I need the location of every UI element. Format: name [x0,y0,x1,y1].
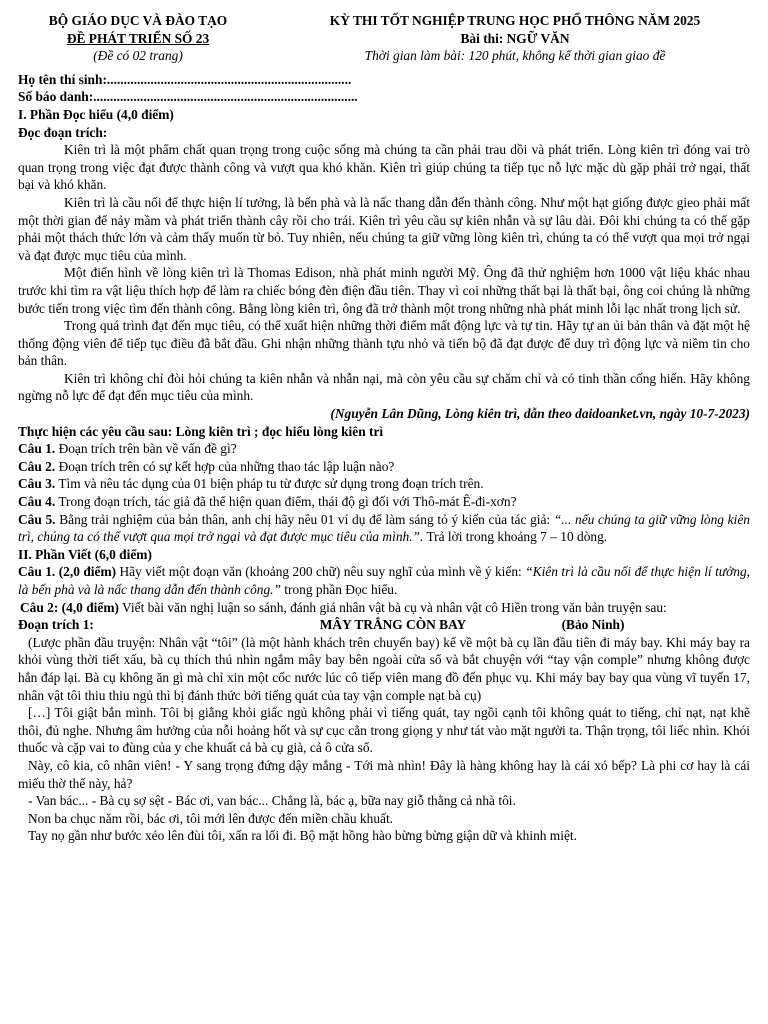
candidate-id-line: Số báo danh:............................................................................... [18,89,358,105]
question-4-label: Câu 4. [18,494,56,510]
header-right [280,12,750,65]
writing-question-1-quote: “Kiên trì là cầu nối để thực hiện lí tưởng, là bến phà và là nấc thang dẫn đến thành công.” [18,564,750,597]
reading-paragraph-4: Trong quá trình đạt đến mục tiêu, có thể xuất hiện những thời điểm mất động lực và tự tin. Hãy tự an ủi bản thân và đặt một hệ thống động viên để tiếp tục điều đã bắt đầu. Ghi nhận những thành tựu nhỏ và tiến bộ đã đạt được để duy trì động lực và niềm tin cho bản thân. [18,318,750,369]
story-paragraph-4: - Van bác... - Bà cụ sợ sệt - Bác ơi, van bác... Chẳng là, bác ạ, bữa nay giỗ thằng cả nhà tôi. [28,793,516,809]
question-2-text: Đoạn trích trên có sự kết hợp của những thao tác lập luận nào? [55,458,395,474]
writing-question-1-tail: trong phần Đọc hiểu. [280,582,398,597]
question-5-text: Bằng trải nghiệm của bản thân, anh chị hãy nêu 01 ví dụ để làm sáng tỏ ý kiến của tác giả: [55,511,554,527]
reading-paragraph-2: Kiên trì là cầu nối để thực hiện lí tưởng, là bến phà và là nấc thang dẫn đến thành công. Như một hạt giống được gieo phải mất một thời gian để nảy mầm và phát triển thành cây rồi cho trái. Kiên trì yêu cầu sự kiên nhẫn và sự lâu dài. Đôi khi chúng ta có thể gặp phải một thách thức lớn và cảm thấy muốn từ bỏ. Tuy nhiên, nếu chúng ta giữ vững lòng kiên trì, chúng ta có thể vượt qua mọi trở ngại và đạt được mục tiêu của mình. [18,194,750,263]
question-5-quote: “... nếu chúng ta giữ vững lòng kiên trì, chúng ta có thể vượt qua mọi trở ngại và đạt được mục tiêu của mình.”. [18,511,750,545]
question-4-text: Trong đoạn trích, tác giả đã thể hiện quan điểm, thái độ gì đối với Thô-mát Ê-đi-xơn? [55,494,517,510]
header-left [18,12,258,65]
pages-note: (Đề có 02 trang) [93,48,183,64]
reading-paragraph-1: Kiên trì là một phẩm chất quan trọng trong cuộc sống mà chúng ta cần phải trau dồi và phát triển. Lòng kiên trì đóng vai trò quan trọng trong việc đạt được thành công và vượt qua khó khăn. Kiên trì giúp chúng ta tiếp tục nỗ lực mặc dù gặp phải trở ngại, thất bại và khó khăn. [18,142,750,193]
writing-question-1-label: Câu 1. (2,0 điểm) [18,564,117,580]
excerpt-heading [18,616,750,634]
excerpt-author: (Bảo Ninh) [561,617,625,633]
exam-header [18,12,750,65]
writing-question-2-text: Viết bài văn nghị luận so sánh, đánh giá nhân vật bà cụ và nhân vật cô Hiền trong văn bản truyện sau: [118,599,667,615]
time-note: Thời gian làm bài: 120 phút, không kể thời gian giao đề [364,48,666,64]
reading-label: Đọc đoạn trích: [18,124,108,140]
story-paragraph-6: Tay nọ gần như bước xéo lên đùi tôi, xấn ra lối đi. Bộ mặt hồng hào bừng bừng giận dữ và khinh miệt. [28,828,577,844]
writing-question-2 [18,599,750,617]
reading-paragraph-5: Kiên trì không chỉ đòi hỏi chúng ta kiên nhẫn và nhẫn nại, mà còn yêu cầu sự chăm chỉ và có tinh thần cống hiến. Hãy không ngừng nỗ lực để đạt đến mục tiêu của mình. [18,370,750,404]
excerpt-label: Đoạn trích 1: [18,617,94,633]
part2-title: II. Phần Viết (6,0 điểm) [18,546,152,562]
story-paragraph-3: Này, cô kia, cô nhân viên! - Y sang trọng đứng dậy mắng - Tới mà nhìn! Đây là hàng không hay là cái xó bếp? Là phi cơ hay là cái miếu thờ thế này, hả? [18,757,750,791]
exam-title: KỲ THI TỐT NGHIỆP TRUNG HỌC PHỔ THÔNG NĂM 2025 [329,13,701,28]
question-3-label: Câu 3. [18,476,56,492]
question-5-tail: Trả lời trong khoảng 7 – 10 dòng. [423,529,608,545]
exam-code: ĐỀ PHÁT TRIỂN SỐ 23 [66,30,210,46]
question-1 [18,440,750,458]
writing-question-1-text: Hãy viết một đoạn văn (khoảng 200 chữ) nêu suy nghĩ của mình về ý kiến: [116,564,526,580]
task-heading: Thực hiện các yêu cầu sau: Lòng kiên trì ; đọc hiểu lòng kiên trì [18,423,384,439]
reading-source: (Nguyễn Lân Dũng, Lòng kiên trì, dẫn theo daidoanket.vn, ngày 10-7-2023) [330,406,750,422]
ministry-name: BỘ GIÁO DỤC VÀ ĐÀO TẠO [48,13,228,28]
writing-question-1 [18,563,750,598]
question-1-label: Câu 1. [18,441,56,457]
question-3-text: Tìm và nêu tác dụng của 01 biện pháp tu từ được sử dụng trong đoạn trích trên. [55,476,484,492]
question-1-text: Đoạn trích trên bàn về vấn đề gì? [55,441,237,457]
exam-subject: Bài thi: NGỮ VĂN [460,30,570,46]
candidate-name-line: Họ tên thí sinh:......................................................................... [18,71,352,87]
reading-paragraph-3: Một điển hình về lòng kiên trì là Thomas Edison, nhà phát minh người Mỹ. Ông đã thử nghiệm hơn 1000 vật liệu khác nhau trước khi tìm ra vật liệu thích hợp để làm ra chiếc bóng đèn điện đầu tiên. Thay vì coi những thất bại là thất bại, ông coi chúng là những bước tiến trong việc tìm đến thành công. Bằng lòng kiên trì, ông đã trở thành một trong những nhà phát minh lỗi lạc nhất trong lịch sử. [18,265,750,316]
question-2 [18,458,750,476]
part1-title: I. Phần Đọc hiểu (4,0 điểm) [18,106,174,122]
question-3 [18,475,750,493]
question-5-label: Câu 5. [18,511,56,527]
excerpt-title: MÂY TRẮNG CÒN BAY [319,617,467,633]
exam-page [18,12,750,845]
story-paragraph-2: […] Tôi giật bắn mình. Tôi bị giằng khỏi giấc ngủ không phải vì tiếng quát, tay ngồi cạnh tôi không quát to tiếng, chỉ nạt, nạt khẽ thôi, đủ nghe. Nhưng âm hưởng của nỗi hoảng hốt và sự cục cằn trong giọng y như tát vào mặt người ta. Thận trọng, tôi liếc nhìn. Khói thuốc và cặp vai to đùng của y che khuất cả bà cụ già, cả ô cửa sổ. [18,705,750,756]
story-paragraph-1: (Lược phần đầu truyện: Nhân vật “tôi” (là một hành khách trên chuyến bay) kể về một bà cụ lần đầu tiên đi máy bay. Khi máy bay ra khỏi vùng thời tiết xấu, bà cụ thích thú nhìn ngắm mây bay bên ngoài cửa sổ và bắt chuyện với “tay vận comple” nhưng không được hắn đáp lại. Bà cụ không ăn gì mà chỉ xin một cốc nước lúc cô tiếp viên mang đồ đến phục vụ. Khi máy bay bay qua vùng vĩ tuyến 17, nhân vật tôi thiu thiu ngủ thì bị đánh thức bởi tiếng quát của tay vận comple nạt bà cụ) [18,634,750,703]
writing-question-2-label: Câu 2: (4,0 điểm) [20,599,119,615]
question-2-label: Câu 2. [18,458,56,474]
question-4 [18,493,750,511]
question-5 [18,511,750,546]
story-paragraph-5: Non ba chục năm rồi, bác ơi, tôi mới lên được đến miền chầu khuất. [28,810,394,826]
